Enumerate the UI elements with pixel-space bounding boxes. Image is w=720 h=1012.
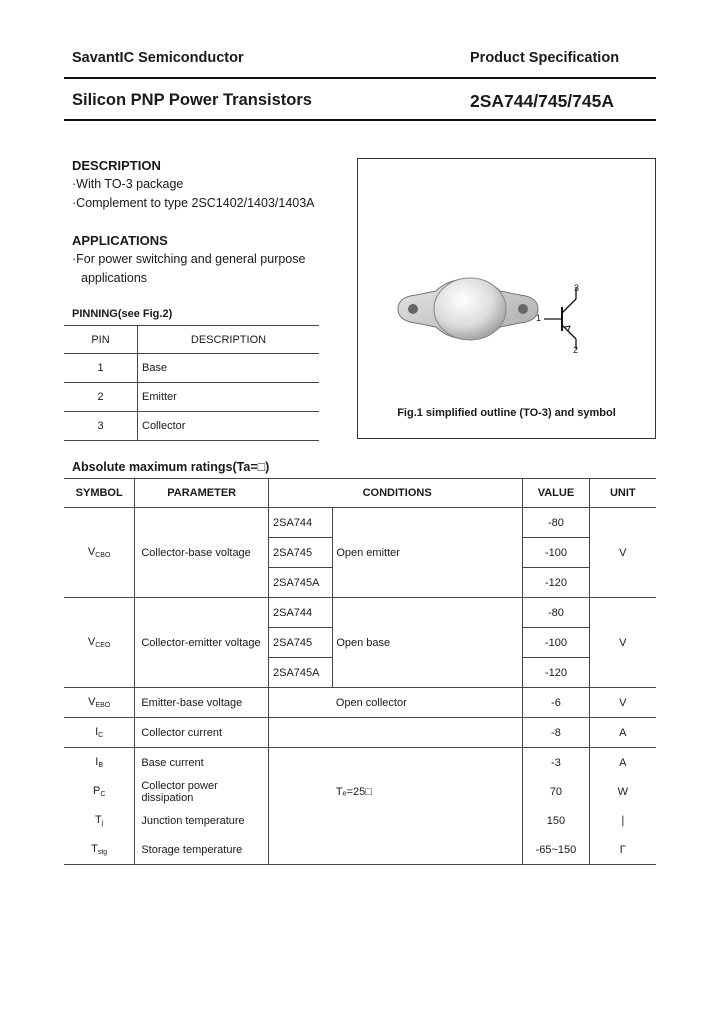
table-row <box>64 508 656 538</box>
part-numbers: 2SA744/745/745A <box>470 91 614 111</box>
value-cell: -120 <box>523 568 589 598</box>
value-cell: -120 <box>523 658 589 688</box>
parameter-column-header: PARAMETER <box>135 479 269 508</box>
description-heading: DESCRIPTION <box>72 158 161 173</box>
symbol-cell: $I_C$ <box>64 718 135 748</box>
value-cell: -80 <box>523 598 589 628</box>
type-cell: 2SA745 <box>269 628 333 658</box>
type-cell: 2SA744 <box>269 598 333 628</box>
type-cell <box>269 688 333 718</box>
applications-heading: APPLICATIONS <box>72 233 168 248</box>
applications-item-cont: applications <box>81 271 148 285</box>
pinning-header-row <box>64 326 319 354</box>
unit-cell: V <box>589 508 656 598</box>
symbol-cell: $T_j$ <box>64 806 135 835</box>
value-cell: 70 <box>523 777 589 806</box>
transistor-symbol <box>358 159 655 438</box>
value-cell: -65~150 <box>523 835 589 865</box>
symbol-cell: $V_{EBO}$ <box>64 688 135 718</box>
parameter-cell: Base current <box>135 748 269 778</box>
company-name: SavantIC Semiconductor <box>72 50 244 66</box>
value-cell: -6 <box>523 688 589 718</box>
table-row <box>64 718 656 748</box>
pin-number: 2 <box>64 383 138 412</box>
pinning-table <box>64 325 319 441</box>
unit-cell: Γ <box>589 835 656 865</box>
parameter-cell: Collector-base voltage <box>135 508 269 598</box>
table-row <box>64 354 319 383</box>
pin-description: Collector <box>138 412 320 441</box>
parameter-cell: Junction temperature <box>135 806 269 835</box>
symbol-column-header: SYMBOL <box>64 479 135 508</box>
table-row <box>64 412 319 441</box>
description-column-header: DESCRIPTION <box>138 326 320 354</box>
condition-cell: Open collector <box>333 688 523 718</box>
value-cell: 150 <box>523 806 589 835</box>
title-rule <box>64 119 656 121</box>
type-cell <box>269 777 333 806</box>
ratings-header-row <box>64 479 656 508</box>
symbol-label-collector: 3 <box>574 283 580 293</box>
type-cell: 2SA745 <box>269 538 333 568</box>
unit-cell: ∣ <box>620 815 626 827</box>
condition-cell <box>333 748 523 778</box>
pin-number: 1 <box>64 354 138 383</box>
table-row <box>64 777 656 806</box>
figure-caption: Fig.1 simplified outline (TO-3) and symbol <box>397 407 616 419</box>
condition-cell: Open base <box>333 598 523 688</box>
condition-cell <box>333 835 523 865</box>
table-row <box>64 688 656 718</box>
condition-cell: Tₑ=25□ <box>333 777 523 806</box>
unit-cell: A <box>589 718 656 748</box>
type-cell: 2SA744 <box>269 508 333 538</box>
table-row <box>64 748 656 778</box>
symbol-cell: $T_{stg}$ <box>64 835 135 865</box>
symbol-cell: $I_B$ <box>64 748 135 778</box>
parameter-cell: Emitter-base voltage <box>135 688 269 718</box>
pin-number: 3 <box>64 412 138 441</box>
unit-cell: V <box>589 598 656 688</box>
symbol-cell: $V_{CBO}$ <box>64 508 135 598</box>
value-cell: -100 <box>523 538 589 568</box>
parameter-cell: Storage temperature <box>135 835 269 865</box>
figure-box <box>357 158 656 439</box>
value-column-header: VALUE <box>523 479 589 508</box>
symbol-label-base: 1 <box>536 313 542 323</box>
value-cell: -8 <box>523 718 589 748</box>
doc-type: Product Specification <box>470 50 620 66</box>
description-item: ·Complement to type 2SC1402/1403/1403A <box>72 196 315 210</box>
condition-cell <box>333 718 523 748</box>
parameter-cell: Collector current <box>135 718 269 748</box>
applications-item: ·For power switching and general purpose <box>72 252 306 266</box>
symbol-label-emitter: 2 <box>573 345 579 355</box>
value-cell: -3 <box>523 748 589 778</box>
type-cell: 2SA745A <box>269 658 333 688</box>
symbol-cell: $P_C$ <box>64 777 135 806</box>
unit-cell: W <box>617 785 628 798</box>
table-row <box>64 383 319 412</box>
unit-column-header: UNIT <box>589 479 656 508</box>
ratings-heading: Absolute maximum ratings(Ta=□) <box>72 460 270 474</box>
table-row <box>64 806 656 835</box>
type-cell <box>269 748 333 778</box>
header-rule <box>64 77 656 79</box>
type-cell <box>269 718 333 748</box>
unit-cell: V <box>589 688 656 718</box>
type-cell <box>269 806 333 835</box>
pin-description: Emitter <box>138 383 320 412</box>
description-item: ·With TO-3 package <box>72 177 184 191</box>
type-cell <box>269 835 333 865</box>
condition-cell <box>333 806 523 835</box>
parameter-cell: Collector power dissipation <box>135 777 269 806</box>
table-row <box>64 835 656 865</box>
pinning-heading: PINNING(see Fig.2) <box>72 308 173 320</box>
pin-description: Base <box>138 354 320 383</box>
value-cell: -100 <box>523 628 589 658</box>
parameter-cell: Collector-emitter voltage <box>135 598 269 688</box>
symbol-cell: $V_{CEO}$ <box>64 598 135 688</box>
table-row <box>64 598 656 628</box>
conditions-column-header: CONDITIONS <box>269 479 523 508</box>
value-cell: -80 <box>523 508 589 538</box>
ratings-table <box>64 478 656 865</box>
page-title: Silicon PNP Power Transistors <box>72 91 312 109</box>
type-cell: 2SA745A <box>269 568 333 598</box>
unit-cell: A <box>619 756 627 769</box>
condition-cell: Open emitter <box>333 508 523 598</box>
pin-column-header: PIN <box>64 326 138 354</box>
